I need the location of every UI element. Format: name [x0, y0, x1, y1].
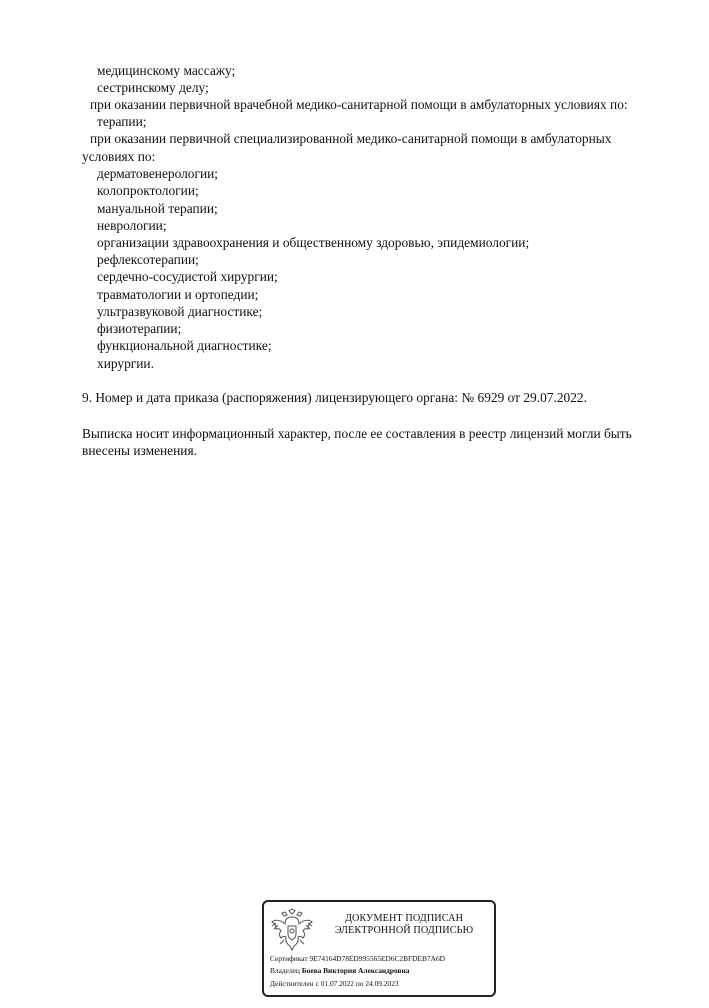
list-line: рефлексотерапии;: [97, 252, 199, 267]
certificate-value: 9E74164D78ED995565ED6C2BFDEB7A6D: [309, 954, 445, 963]
electronic-signature-stamp: [262, 900, 496, 997]
coat-of-arms-icon: [270, 908, 314, 954]
list-line: неврологии;: [97, 218, 167, 233]
list-line: физиотерапии;: [97, 321, 182, 336]
certificate-label: Сертификат: [270, 954, 308, 963]
certificate-line: [270, 954, 445, 964]
owner-value: Боева Виктория Александровна: [301, 966, 410, 975]
list-line: терапии;: [97, 114, 147, 129]
list-line: при оказании первичной врачебной медико-санитарной помощи в амбулаторных условиях по:: [90, 97, 628, 112]
list-line: условиях по:: [82, 149, 156, 164]
list-line: дерматовенерологии;: [97, 166, 219, 181]
list-line: мануальной терапии;: [97, 201, 218, 216]
list-line: сестринскому делу;: [97, 80, 209, 95]
stamp-title: [318, 913, 490, 937]
list-line: функциональной диагностике;: [97, 338, 272, 353]
list-line: травматологии и ортопедии;: [97, 287, 259, 302]
stamp-title-line-1: ДОКУМЕНТ ПОДПИСАН: [344, 913, 464, 924]
list-line: ультразвуковой диагностике;: [97, 304, 263, 319]
disclaimer-paragraph: Выписка носит информационный характер, после ее составления в реестр лицензий могли быть внесены изменения.: [82, 426, 632, 458]
owner-label: Владелец: [270, 966, 300, 975]
order-number-line: 9. Номер и дата приказа (распоряжения) лицензирующего органа: № 6929 от 29.07.2022.: [82, 390, 587, 405]
owner-line: [270, 966, 410, 976]
validity-line: Действителен с 01.07.2022 по 24.09.2023: [270, 979, 399, 988]
list-line: при оказании первичной специализированной медико-санитарной помощи в амбулаторных: [90, 131, 612, 146]
list-line: хирургии.: [97, 356, 154, 371]
list-line: сердечно-сосудистой хирургии;: [97, 269, 278, 284]
stamp-title-line-2: ЭЛЕКТРОННОЙ ПОДПИСЬЮ: [334, 925, 474, 936]
list-line: организации здравоохранения и общественному здоровью, эпидемиологии;: [97, 235, 530, 250]
list-line: колопроктологии;: [97, 183, 199, 198]
list-line: медицинскому массажу;: [97, 63, 236, 78]
